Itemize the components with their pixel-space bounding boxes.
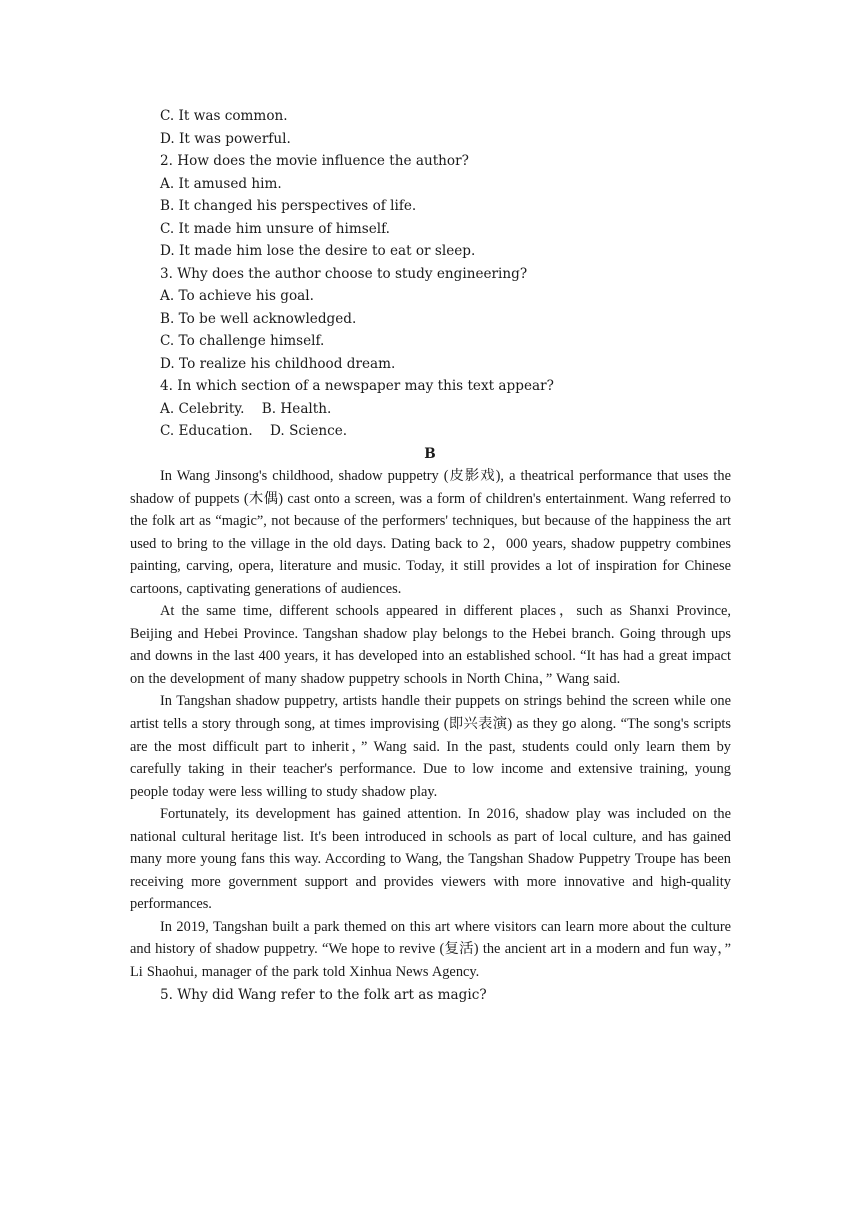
option-1d: D. It was powerful.	[160, 130, 291, 147]
option-3d: D. To realize his childhood dream.	[160, 355, 396, 372]
section-b-heading: B	[424, 445, 436, 462]
passage-b	[130, 465, 731, 1006]
option-2d: D. It made him lose the desire to eat or sleep.	[160, 243, 476, 259]
option-3a: A. To achieve his goal.	[160, 288, 314, 304]
question-3: 3. Why does the author choose to study engineering?	[160, 265, 528, 282]
question-4: 4. In which section of a newspaper may this text appear?	[160, 378, 554, 394]
passage-paragraph-4: Fortunately, its development has gained attention. In 2016, shadow play was included on the national cultural heritage list. It's been introduced in schools as part of local culture, and has gained many more young fans this way. According to Wang, the Tangshan Shadow Puppetry Troupe has been receiving more government support and provides viewers with more innovative and high-quality performances.	[130, 806, 731, 913]
option-2c: C. It made him unsure of himself.	[160, 220, 390, 237]
passage-paragraph-5: In 2019, Tangshan built a park themed on this art where visitors can learn more about the culture and history of shadow puppetry. “We hope to revive (复活) the ancient art in a modern and fun way，” Li Shaohui, manager of the park told Xinhua News Agency.	[130, 918, 731, 981]
passage-paragraph-3: In Tangshan shadow puppetry, artists handle their puppets on strings behind the screen while one artist tells a story through song, at times improvising (即兴表演) as they go along. “The song's scripts are the most difficult part to inherit，” Wang said. In the past, students could only learn them by carefully taking in their teacher's performance. Due to low income and extensive training, young people today were less willing to study shadow play.	[130, 693, 731, 800]
passage-paragraph-2: At the same time, different schools appeared in different places，such as Shanxi Province, Beijing and Hebei Province. Tangshan shadow play belongs to the Hebei branch. Going through ups and downs in the last 400 years, it has developed into an established school. “It has had a great impact on the development of many shadow puppetry schools in North China，” Wang said.	[130, 603, 731, 687]
question-2: 2. How does the movie influence the author?	[160, 153, 469, 169]
passage-paragraph-1: In Wang Jinsong's childhood, shadow puppetry (皮影戏), a theatrical performance that uses the shadow of puppets (木偶) cast onto a screen, was a form of children's entertainment. Wang referred to the folk art as “magic”, not because of the performers' techniques, but because of the happiness the art used to bring to the village in the old days. Dating back to 2，000 years, shadow puppetry combines painting, carving, opera, literature and music. Today, it still provides a lot of inspiration for Chinese cartoons, captivating generations of audiences.	[130, 468, 731, 597]
question-5: 5. Why did Wang refer to the folk art as magic?	[160, 986, 487, 1003]
option-1c: C. It was common.	[160, 108, 288, 124]
options-4cd: C. Education. D. Science.	[160, 423, 348, 439]
option-2a: A. It amused him.	[160, 175, 282, 192]
option-3b: B. To be well acknowledged.	[160, 310, 357, 327]
option-2b: B. It changed his perspectives of life.	[160, 198, 417, 214]
option-3c: C. To challenge himself.	[160, 333, 325, 349]
options-4ab: A. Celebrity. B. Health.	[160, 400, 332, 417]
